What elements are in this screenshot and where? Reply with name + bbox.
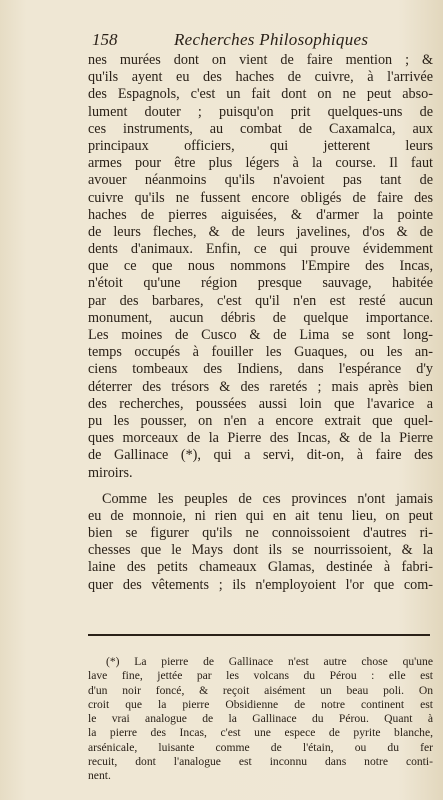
text-line: ques morceaux de la Pierre des Incas, & de la Pierre: [88, 430, 433, 447]
paragraph-gap: [88, 482, 433, 491]
text-line: qu'ils ayent eu des haches de cuivre, à l'arrivée: [88, 69, 433, 86]
footnote-line: (*) La pierre de Gallinace n'est autre chose qu'une: [106, 655, 433, 668]
text-line: dents d'animaux. Enfin, ce qui prouve évidemment: [88, 241, 433, 258]
footnote-line: croit que la pierre Obsidienne de notre continent est: [88, 697, 433, 711]
text-line: de Gallinace (*), qui a servi, dit-on, à faire des: [88, 447, 433, 464]
text-line: Comme les peuples de ces provinces n'ont jamais: [102, 490, 433, 507]
text-line: ces instruments, au combat de Caxamalca, aux: [88, 120, 433, 137]
text-line: principaux officiers, qui jetterent leurs: [88, 137, 433, 154]
footnote-divider: [88, 634, 430, 636]
text-line: par des barbares, c'est qu'il n'en est resté aucun: [88, 292, 433, 309]
footnote-line: la pierre des Incas, c'est une espece de pyrite blanche,: [88, 726, 433, 740]
text-line: n'étoit qu'une région presque sauvage, habitée: [88, 275, 433, 292]
text-line: que ce que nous nommons l'Empire des Incas,: [88, 258, 433, 275]
text-line: haches de pierres aiguisées, & d'armer la pointe: [88, 206, 433, 223]
footnote-line: d'un noir foncé, & reçoit aisément un beau poli. On: [88, 683, 433, 697]
page-header: [92, 30, 433, 54]
text-line: Les moines de Cusco & de Lima se sont long-: [88, 327, 433, 343]
running-title: Recherches Philosophiques: [174, 30, 369, 49]
text-line: laine des petits chameaux Glamas, destinée à fabri-: [88, 559, 433, 576]
text-line: temps occupés à fouiller les Guaques, ou les an-: [88, 344, 433, 361]
text-line: ciens tombeaux des Indiens, dans l'espérance d'y: [88, 361, 433, 378]
text-line: des Espagnols, c'est un fait dont on ne peut abso-: [88, 86, 433, 103]
text-line: des recherches, poussées aussi loin que l'avarice a: [88, 395, 433, 412]
text-line: cuivre qu'ils ne fussent encore obligés de faire des: [88, 189, 433, 206]
text-line: pu les pousser, on n'en a encore extrait que quel-: [88, 412, 433, 429]
page-number: 158: [92, 30, 118, 49]
text-line: eu de monnoie, ni rien qui en ait tenu lieu, on peut: [88, 507, 433, 524]
text-line: chesses que le Mays dont ils se nourrissoient, & la: [88, 542, 433, 559]
footnote: [88, 655, 433, 784]
main-text: [88, 52, 433, 594]
text-line: armes pour être plus légers à la course. Il faut: [88, 155, 433, 172]
text-line: monument, aucun débris de quelque importance.: [88, 309, 433, 326]
text-line: nes murées dont on vient de faire mention ; &: [88, 52, 433, 68]
footnote-line: nent.: [88, 769, 111, 783]
text-line: lument douter ; puisqu'on prit quelques-uns de: [88, 103, 433, 120]
text-line: de leurs fleches, & de leurs javelines, d'os & de: [88, 223, 433, 240]
text-line: miroirs.: [88, 464, 133, 481]
text-line: avouer néanmoins qu'ils n'avoient pas tant de: [88, 172, 433, 189]
footnote-line: recuit, dont l'analogue est inconnu dans notre conti-: [88, 755, 433, 769]
footnote-line: arsénicale, luisante comme de l'étain, ou du fer: [88, 740, 433, 754]
text-line: quer des vêtements ; ils n'employoient l'or que com-: [88, 576, 433, 593]
footnote-line: le vrai analogue de la Gallinace du Pérou. Quant à: [88, 712, 433, 726]
text-line: bien se figurer qu'ils ne connoissoient d'autres ri-: [88, 525, 433, 542]
text-line: déterrer des trésors & des raretés ; mais après bien: [88, 378, 433, 395]
footnote-line: lave fine, jettée par les volcans du Pérou : elle est: [88, 669, 433, 683]
